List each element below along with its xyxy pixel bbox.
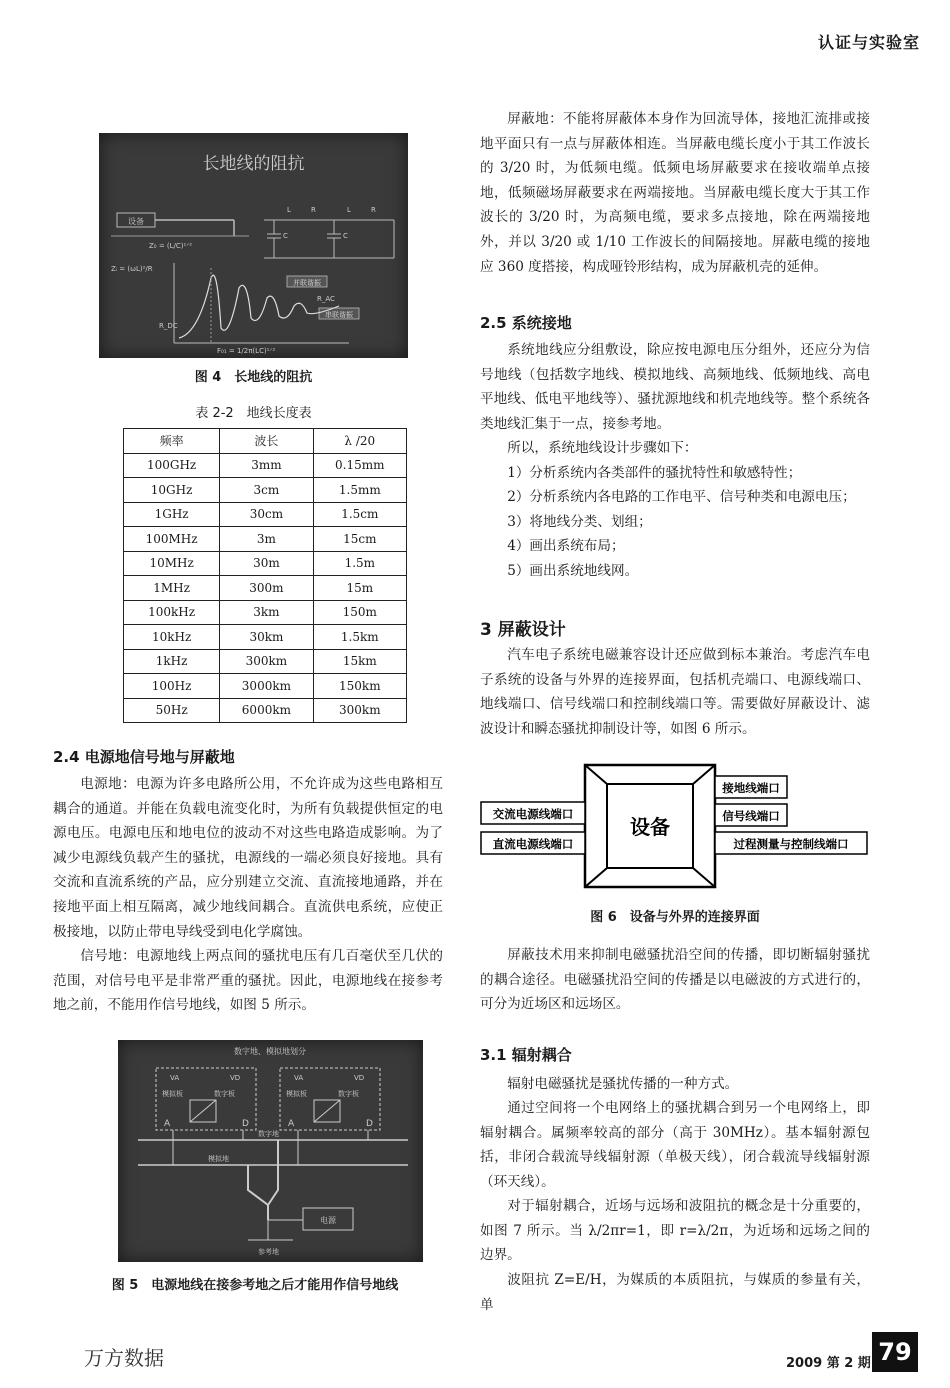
ground-design-intro: 所以，系统地线设计步骤如下： — [507, 440, 698, 456]
table-header-cell: λ /20 — [313, 429, 406, 454]
fig5-power-label: 电源 — [320, 1216, 336, 1225]
table-cell: 30km — [220, 625, 313, 650]
fig4-series-label: 串联谐振 — [325, 311, 353, 319]
fig5-ref-label: 参考地 — [258, 1248, 279, 1256]
issue-label: 2009 第 2 期 — [786, 1356, 871, 1371]
section-2-4-heading: 2.4 电源地信号地与屏蔽地 — [53, 748, 235, 766]
fig4-f-label: F₀₁ = 1/2π(LC)¹ᐟ² — [217, 347, 276, 355]
table-row — [124, 527, 407, 552]
fig5-abus-label: 模拟地 — [208, 1155, 229, 1163]
table-cell: 3000km — [220, 674, 313, 699]
fig4-l2: L — [347, 206, 351, 214]
table-row — [124, 674, 407, 699]
figure-6-caption: 图 6 设备与外界的连接界面 — [590, 910, 760, 925]
ground-design-step: 1）分析系统内各类部件的骚扰特性和敏感特性； — [507, 464, 802, 481]
fig4-rdc-label: R_DC — [159, 322, 178, 330]
table-row — [124, 649, 407, 674]
section-2-4-paragraph-1: 电源地：电源为许多电路所公用，不允许成为这些电路相互耦合的通道。并能在负载电流变化时，为所有负载提供恒定的电源电压。电源电压和地电位的波动不对这些电路造成影响。为了减少电源线负载产生的骚扰，电源线的一端必须良好接地。具有交流和直流系统的产品，应分别建立交流、直流接地通路，并在接地平面上相互隔离，减少地线间耦合。直流供电系统，应使正极接地，以防止带电导线受到电化学腐蚀。 — [53, 776, 443, 940]
fig5-analog-2: 模拟板 — [286, 1090, 307, 1098]
fig4-zi-label: Zᵢ = (ωL)²/R — [111, 265, 153, 273]
figure-4-image — [99, 133, 408, 358]
fig6-center-label: 设备 — [630, 815, 670, 839]
fig5-digital-1: 数字板 — [214, 1090, 235, 1098]
fig4-rac-label: R_AC — [317, 295, 335, 303]
table-header-cell: 波长 — [220, 429, 313, 454]
table-cell: 1.5m — [313, 551, 406, 576]
table-cell: 300km — [220, 649, 313, 674]
fig5-a-2: A — [288, 1119, 295, 1129]
table-row — [124, 625, 407, 650]
table-cell: 150km — [313, 674, 406, 699]
fig4-c1: C — [283, 232, 288, 240]
fig4-c2: C — [343, 232, 348, 240]
ground-design-step: 4）画出系统布局； — [507, 538, 625, 555]
ground-design-steps — [480, 436, 870, 584]
fig5-d-2: D — [366, 1119, 373, 1129]
section-3-1-paragraph-1: 辐射电磁骚扰是骚扰传播的一种方式。 — [507, 1076, 739, 1092]
figure-5-diagram — [118, 1040, 423, 1262]
table-cell: 1MHz — [124, 576, 220, 601]
table-row — [124, 502, 407, 527]
table-cell: 100Hz — [124, 674, 220, 699]
table-cell: 10MHz — [124, 551, 220, 576]
table-cell: 6000km — [220, 698, 313, 723]
fig4-l1: L — [287, 206, 291, 214]
table-cell: 300km — [313, 698, 406, 723]
table-cell: 10kHz — [124, 625, 220, 650]
fig5-digital-2: 数字板 — [338, 1090, 359, 1098]
figure-6-diagram — [478, 762, 878, 890]
table-row — [124, 698, 407, 723]
table-cell: 1.5mm — [313, 478, 406, 503]
table-cell: 300m — [220, 576, 313, 601]
table-cell: 1.5km — [313, 625, 406, 650]
figure-6 — [478, 762, 878, 890]
fig5-dbus-label: 数字地 — [258, 1130, 279, 1138]
publisher-watermark: 万方数据 — [84, 1346, 164, 1370]
table-row — [124, 551, 407, 576]
figure-5-caption: 图 5 电源地线在接参考地之后才能用作信号地线 — [111, 1278, 399, 1293]
fig4-parallel-label: 并联谐振 — [293, 279, 321, 287]
table-header-row — [124, 429, 407, 454]
section-3-heading: 3 屏蔽设计 — [480, 620, 566, 640]
fig6-right-port-2: 信号线端口 — [722, 809, 780, 823]
figure-5-image — [118, 1040, 423, 1262]
shield-ground-paragraph: 屏蔽地：不能将屏蔽体本身作为回流导体，接地汇流排或接地平面只有一点与屏蔽体相连。当屏蔽电缆长度小于其工作波长的 3/20 时，为低频电缆。低频电场屏蔽要求在接收端单点接地，低频磁场屏蔽要求在两端接地。当屏蔽电缆长度大于其工作波长的 3/20 时，为高频电缆，要求多点接地，除在两端接地外，并以 3/20 或 1/10 工作波长的间隔接地。屏蔽电缆的接地应 360 度搭接，构成哑铃形结构，成为屏蔽机壳的延伸。 — [480, 111, 870, 275]
table-cell: 1GHz — [124, 502, 220, 527]
ground-design-step: 2）分析系统内各电路的工作电平、信号种类和电源电压； — [507, 489, 856, 506]
figure-4-image-title: 长地线的阻抗 — [202, 154, 305, 174]
fig6-left-port-1: 交流电源线端口 — [492, 807, 574, 821]
table-row — [124, 576, 407, 601]
section-3-1-heading: 3.1 辐射耦合 — [480, 1046, 572, 1064]
fig4-r2: R — [371, 206, 376, 214]
table-cell: 30cm — [220, 502, 313, 527]
section-3-1-paragraph-4: 波阻抗 Z=E/H，为媒质的本质阻抗，与媒质的参量有关，单 — [480, 1272, 870, 1313]
table-cell: 100MHz — [124, 527, 220, 552]
table-cell: 1kHz — [124, 649, 220, 674]
table-cell: 0.15mm — [313, 453, 406, 478]
fig6-right-port-3: 过程测量与控制线端口 — [733, 837, 849, 851]
fig4-r1: R — [311, 206, 316, 214]
shielding-paragraph: 屏蔽技术用来抑制电磁骚扰沿空间的传播，即切断辐射骚扰的耦合途径。电磁骚扰沿空间的传播是以电磁波的方式进行的，可分为近场区和远场区。 — [480, 947, 870, 1013]
table-cell: 3cm — [220, 478, 313, 503]
page-number: 79 — [872, 1332, 918, 1372]
table-cell: 15cm — [313, 527, 406, 552]
ground-length-table — [123, 428, 407, 723]
section-3-1-paragraph-3: 对于辐射耦合，近场与远场和波阻抗的概念是十分重要的，如图 7 所示。当 λ/2πr=1，即 r=λ/2π，为近场和远场之间的边界。 — [480, 1198, 870, 1264]
fig4-z0-label: Z₀ = (L/C)¹ᐟ² — [149, 242, 193, 250]
table-title: 表 2-2 地线长度表 — [195, 406, 312, 421]
fig5-analog-1: 模拟板 — [162, 1090, 183, 1098]
table-cell: 50Hz — [124, 698, 220, 723]
section-3-1-paragraph-2: 通过空间将一个电网络上的骚扰耦合到另一个电网络上，即辐射耦合。属频率较高的部分（高于 30MHz）。基本辐射源包括，非闭合载流导线辐射源（单极天线），闭合载流导线辐射源（环天线）。 — [480, 1100, 870, 1190]
table-cell: 1.5cm — [313, 502, 406, 527]
page-header-title: 认证与实验室 — [817, 33, 920, 52]
fig6-right-port-1: 接地线端口 — [722, 781, 780, 795]
ground-design-step: 3）将地线分类、划组； — [507, 513, 652, 530]
fig5-vd-2: VD — [354, 1074, 365, 1082]
section-2-5-paragraph-1: 系统地线应分组敷设，除应按电源电压分组外，还应分为信号地线（包括数字地线、模拟地线、高频地线、低频地线、高电平地线、低电平地线等）、骚扰源地线和机壳地线等。整个系统各类地线汇集于一点，接参考地。 — [480, 342, 870, 432]
table-cell: 30m — [220, 551, 313, 576]
table-cell: 3km — [220, 600, 313, 625]
table-row — [124, 478, 407, 503]
figure-4-diagram — [99, 168, 408, 358]
ground-design-step: 5）画出系统地线网。 — [507, 562, 639, 579]
fig5-top-label: 数字地、模拟地划分 — [234, 1047, 306, 1056]
table-cell: 3mm — [220, 453, 313, 478]
fig5-a-1: A — [164, 1119, 171, 1129]
fig5-va-2: VA — [294, 1074, 304, 1082]
fig4-device-label: 设备 — [128, 217, 144, 226]
section-2-4-paragraph-2: 信号地：电源地线上两点间的骚扰电压有几百毫伏至几伏的范围，对信号电平是非常严重的骚扰。因此，电源地线在接参考地之前，不能用作信号地线，如图 5 所示。 — [53, 948, 443, 1014]
table-cell: 100kHz — [124, 600, 220, 625]
section-2-5-heading: 2.5 系统接地 — [480, 314, 572, 332]
table-header-cell: 频率 — [124, 429, 220, 454]
table-row — [124, 453, 407, 478]
fig5-d-1: D — [242, 1119, 249, 1129]
table-row — [124, 600, 407, 625]
fig6-left-port-2: 直流电源线端口 — [492, 837, 574, 851]
table-cell: 100GHz — [124, 453, 220, 478]
section-3-paragraph-1: 汽车电子系统电磁兼容设计还应做到标本兼治。考虑汽车电子系统的设备与外界的连接界面，包括机壳端口、电源线端口、地线端口、信号线端口和控制线端口等。需要做好屏蔽设计、滤波设计和瞬态骚扰抑制设计等，如图 6 所示。 — [480, 647, 870, 737]
fig5-va-1: VA — [170, 1074, 180, 1082]
table-cell: 10GHz — [124, 478, 220, 503]
table-cell: 15km — [313, 649, 406, 674]
table-cell: 3m — [220, 527, 313, 552]
table-cell: 15m — [313, 576, 406, 601]
fig5-vd-1: VD — [230, 1074, 241, 1082]
figure-4-caption: 图 4 长地线的阻抗 — [194, 370, 313, 385]
table-cell: 150m — [313, 600, 406, 625]
